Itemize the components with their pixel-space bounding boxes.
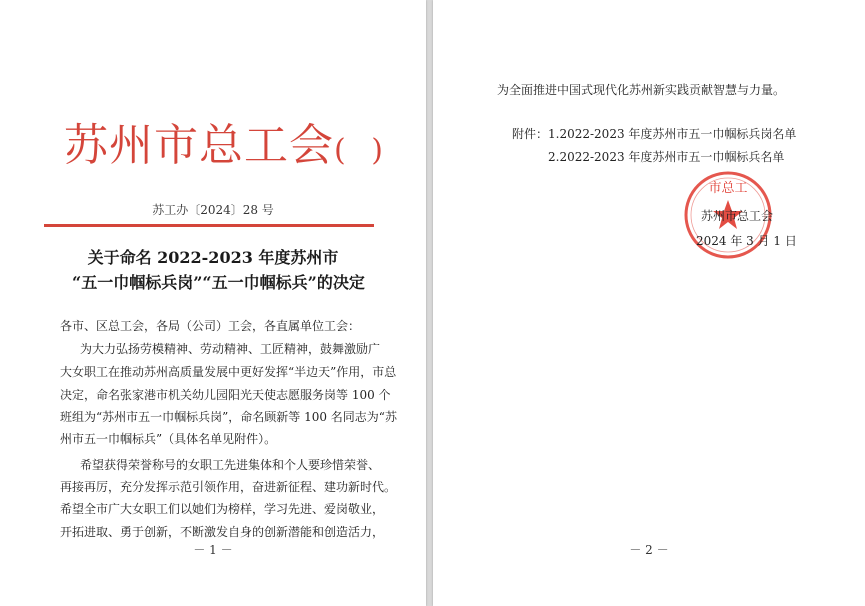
document-page-1 <box>0 0 426 606</box>
red-divider-line <box>44 224 374 227</box>
masthead-paren: ( ) <box>334 133 391 168</box>
body-line: 决定，命名张家港市机关幼儿园阳光天使志愿服务岗等 100 个 <box>60 388 391 402</box>
page-number: － 1 － <box>193 543 233 557</box>
document-number: 苏工办〔2024〕28 号 <box>152 203 274 217</box>
body-line: 再接再厉，充分发挥示范引领作用，奋进新征程、建功新时代。 <box>60 480 397 494</box>
body-line: 希望获得荣誉称号的女职工先进集体和个人要珍惜荣誉、 <box>80 458 381 472</box>
masthead: 苏州市总工会( ) <box>64 120 391 171</box>
body-line: 为大力弘扬劳模精神、劳动精神、工匠精神，鼓舞激励广 <box>80 342 381 356</box>
document-title-line-2: “五一巾帼标兵岗”“五一巾帼标兵”的决定 <box>72 273 365 292</box>
document-title-line-1: 关于命名 2022-2023 年度苏州市 <box>87 248 339 267</box>
body-line: 开拓进取、勇于创新，不断激发自身的创新潜能和创造活力， <box>60 525 385 539</box>
body-line: 希望全市广大女职工们以她们为榜样，学习先进、爱岗敬业， <box>60 502 385 516</box>
document-page-2 <box>433 0 865 606</box>
body-line: 班组为“苏州市五一巾帼标兵岗”，命名顾新等 100 名同志为“苏 <box>60 410 397 424</box>
attachment-item-2: 2.2022-2023 年度苏州市五一巾帼标兵名单 <box>548 150 785 164</box>
body-line: 大女职工在推动苏州高质量发展中更好发挥“半边天”作用，市总 <box>60 365 397 379</box>
closing-line: 为全面推进中国式现代化苏州新实践贡献智慧与力量。 <box>497 83 786 97</box>
issuer-name: 苏州市总工会 <box>701 209 774 223</box>
issue-date: 2024 年 3 月 1 日 <box>696 234 797 248</box>
attachment-item-1: 附件：1.2022-2023 年度苏州市五一巾帼标兵岗名单 <box>512 127 797 141</box>
page-number: － 2 － <box>629 543 669 557</box>
body-line: 各市、区总工会，各局（公司）工会，各直属单位工会： <box>60 319 361 333</box>
body-line: 州市五一巾帼标兵”（具体名单见附件）。 <box>60 432 277 446</box>
seal-text: 市总工 <box>708 181 748 196</box>
